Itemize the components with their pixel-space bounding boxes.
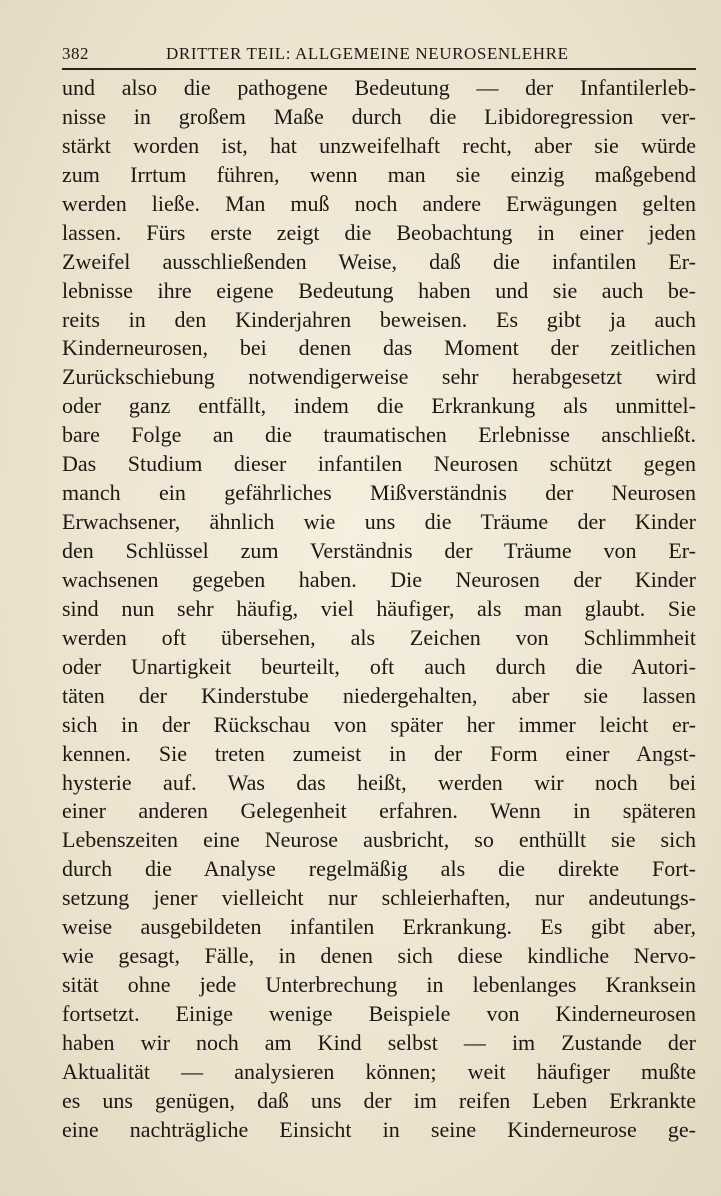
text-line: hysterie auf. Was das heißt, werden wir noch bei [62,769,696,795]
text-line: wachsenen gegeben haben. Die Neurosen der Kinder [62,566,696,592]
text-line: Zurückschiebung notwendigerweise sehr herabgesetzt wird [62,364,696,390]
text-line: stärkt worden ist, hat unzweifelhaft recht, aber sie würde [62,132,696,158]
text-line: Lebenszeiten eine Neurose ausbricht, so enthüllt sie sich [62,827,696,853]
text-line: manch ein gefährliches Mißverständnis der Neurosen [62,480,696,506]
text-line: weise ausgebildeten infantilen Erkrankung. Es gibt aber, [62,914,696,940]
running-head [62,40,694,68]
text-line: oder Unartigkeit beurteilt, oft auch durch die Autori- [62,653,696,679]
running-title: DRITTER TEIL: ALLGEMEINE NEUROSENLEHRE [166,44,569,63]
text-line: es uns genügen, daß uns der im reifen Leben Erkrankte [62,1087,696,1113]
text-line: zum Irrtum führen, wenn man sie einzig maßgebend [62,161,696,187]
text-line: täten der Kinderstube niedergehalten, aber sie lassen [62,682,696,708]
text-line: reits in den Kinderjahren beweisen. Es gibt ja auch [62,306,696,332]
text-line: lassen. Fürs erste zeigt die Beobachtung in einer jeden [62,219,696,245]
text-line: und also die pathogene Bedeutung — der Infantilerleb- [62,75,696,100]
text-line: wie gesagt, Fälle, in denen sich diese kindliche Nervo- [62,943,696,969]
text-line: sität ohne jede Unterbrechung in lebenlanges Kranksein [62,972,696,998]
text-line: Erwachsener, ähnlich wie uns die Träume der Kinder [62,509,696,535]
text-line: durch die Analyse regelmäßig als die direkte Fort- [62,856,696,882]
text-line: sich in der Rückschau von später her immer leicht er- [62,711,696,737]
text-line: haben wir noch am Kind selbst — im Zustande der [62,1029,696,1055]
text-line: nisse in großem Maße durch die Libidoregression ver- [62,103,696,129]
text-line: Das Studium dieser infantilen Neurosen schützt gegen [62,451,696,477]
text-line: setzung jener vielleicht nur schleierhaften, nur andeutungs- [62,885,696,911]
text-line: sind nun sehr häufig, viel häufiger, als man glaubt. Sie [62,595,696,621]
text-line: einer anderen Gelegenheit erfahren. Wenn in späteren [62,798,696,824]
text-line: werden ließe. Man muß noch andere Erwägungen gelten [62,190,696,216]
text-line: oder ganz entfällt, indem die Erkrankung als unmittel- [62,393,696,419]
text-line: eine nachträgliche Einsicht in seine Kinderneurose ge- [62,1116,696,1142]
text-line: Kinderneurosen, bei denen das Moment der zeitlichen [62,335,696,361]
header-rule [62,68,696,70]
text-line: fortsetzt. Einige wenige Beispiele von Kinderneurosen [62,1001,696,1026]
page-number: 382 [62,44,89,63]
text-line: Aktualität — analysieren können; weit häufiger mußte [62,1058,696,1084]
text-line: bare Folge an die traumatischen Erlebnisse anschließt. [62,422,696,448]
text-line: Zweifel ausschließenden Weise, daß die infantilen Er- [62,248,696,274]
body-text [62,74,696,1145]
text-line: kennen. Sie treten zumeist in der Form einer Angst- [62,740,696,766]
text-line: lebnisse ihre eigene Bedeutung haben und sie auch be- [62,277,696,303]
text-line: werden oft übersehen, als Zeichen von Schlimmheit [62,624,696,650]
text-line: den Schlüssel zum Verständnis der Träume von Er- [62,538,696,563]
